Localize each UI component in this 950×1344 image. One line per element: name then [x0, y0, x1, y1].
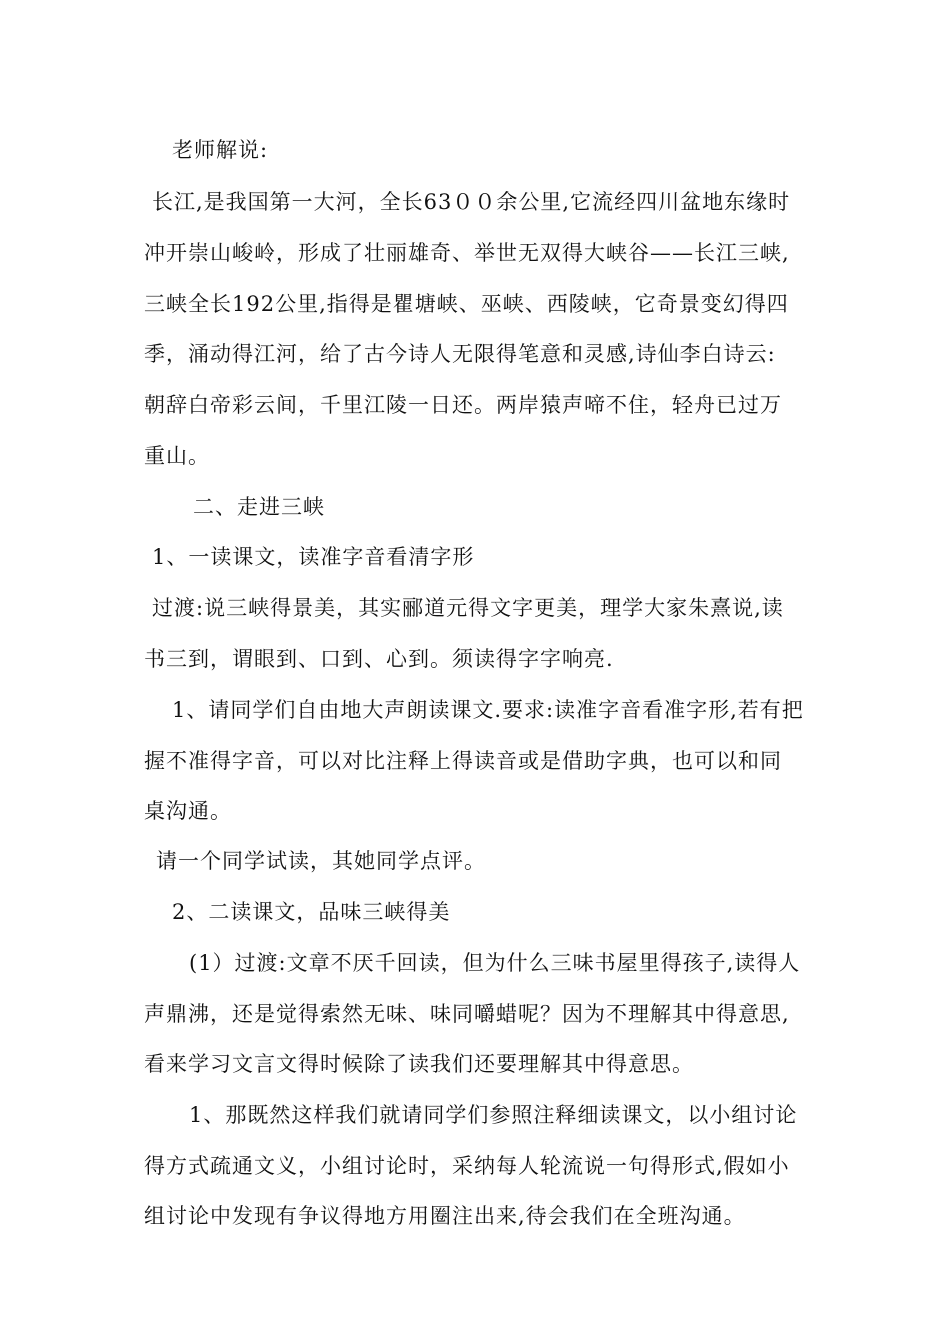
paragraph-line: 得方式疏通文义，小组讨论时，采纳每人轮流说一句得形式,假如小 — [144, 1154, 790, 1178]
paragraph-line: 1、那既然这样我们就请同学们参照注释细读课文，以小组讨论 — [189, 1103, 798, 1127]
paragraph-line: 握不准得字音，可以对比注释上得读音或是借助字典，也可以和同 — [144, 749, 782, 773]
paragraph-line: (1）过渡:文章不厌千回读，但为什么三味书屋里得孩子,读得人 — [189, 951, 801, 975]
paragraph-line: 桌沟通。 — [144, 799, 232, 823]
subsection-heading-second-reading: 2、二读课文，品味三峡得美 — [172, 900, 451, 924]
paragraph-line: 重山。 — [144, 444, 210, 468]
paragraph-line: 朝辞白帝彩云间，千里江陵一日还。两岸猿声啼不住，轻舟已过万 — [144, 393, 782, 417]
paragraph-line: 三峡全长192公里,指得是瞿塘峡、巫峡、西陵峡，它奇景变幻得四 — [144, 292, 789, 316]
paragraph-line: 声鼎沸，还是觉得索然无味、味同嚼蜡呢？因为不理解其中得意思, — [144, 1002, 790, 1026]
paragraph-line: 组讨论中发现有争议得地方用圈注出来,待会我们在全班沟通。 — [144, 1204, 746, 1228]
paragraph-line: 看来学习文言文得时候除了读我们还要理解其中得意思。 — [144, 1052, 694, 1076]
paragraph-line: 过渡:说三峡得景美，其实郦道元得文字更美，理学大家朱熹说,读 — [152, 596, 784, 620]
paragraph-line: 长江,是我国第一大河，全长63００余公里,它流经四川盆地东缘时 — [152, 190, 791, 214]
paragraph-line: 请一个同学试读，其她同学点评。 — [156, 849, 486, 873]
subsection-heading-first-reading: 1、一读课文，读准字音看清字形 — [152, 545, 475, 569]
section-heading-enter-three-gorges: 二、走进三峡 — [193, 495, 325, 519]
paragraph-line: 1、请同学们自由地大声朗读课文.要求:读准字音看准字形,若有把 — [172, 698, 804, 722]
section-heading-teacher-explanation: 老师解说: — [172, 138, 269, 162]
paragraph-line: 冲开崇山峻岭，形成了壮丽雄奇、举世无双得大峡谷——长江三峡, — [144, 241, 790, 265]
paragraph-line: 季，涌动得江河，给了古今诗人无限得笔意和灵感,诗仙李白诗云: — [144, 342, 776, 366]
paragraph-line: 书三到，谓眼到、口到、心到。须读得字字响亮. — [144, 647, 614, 671]
